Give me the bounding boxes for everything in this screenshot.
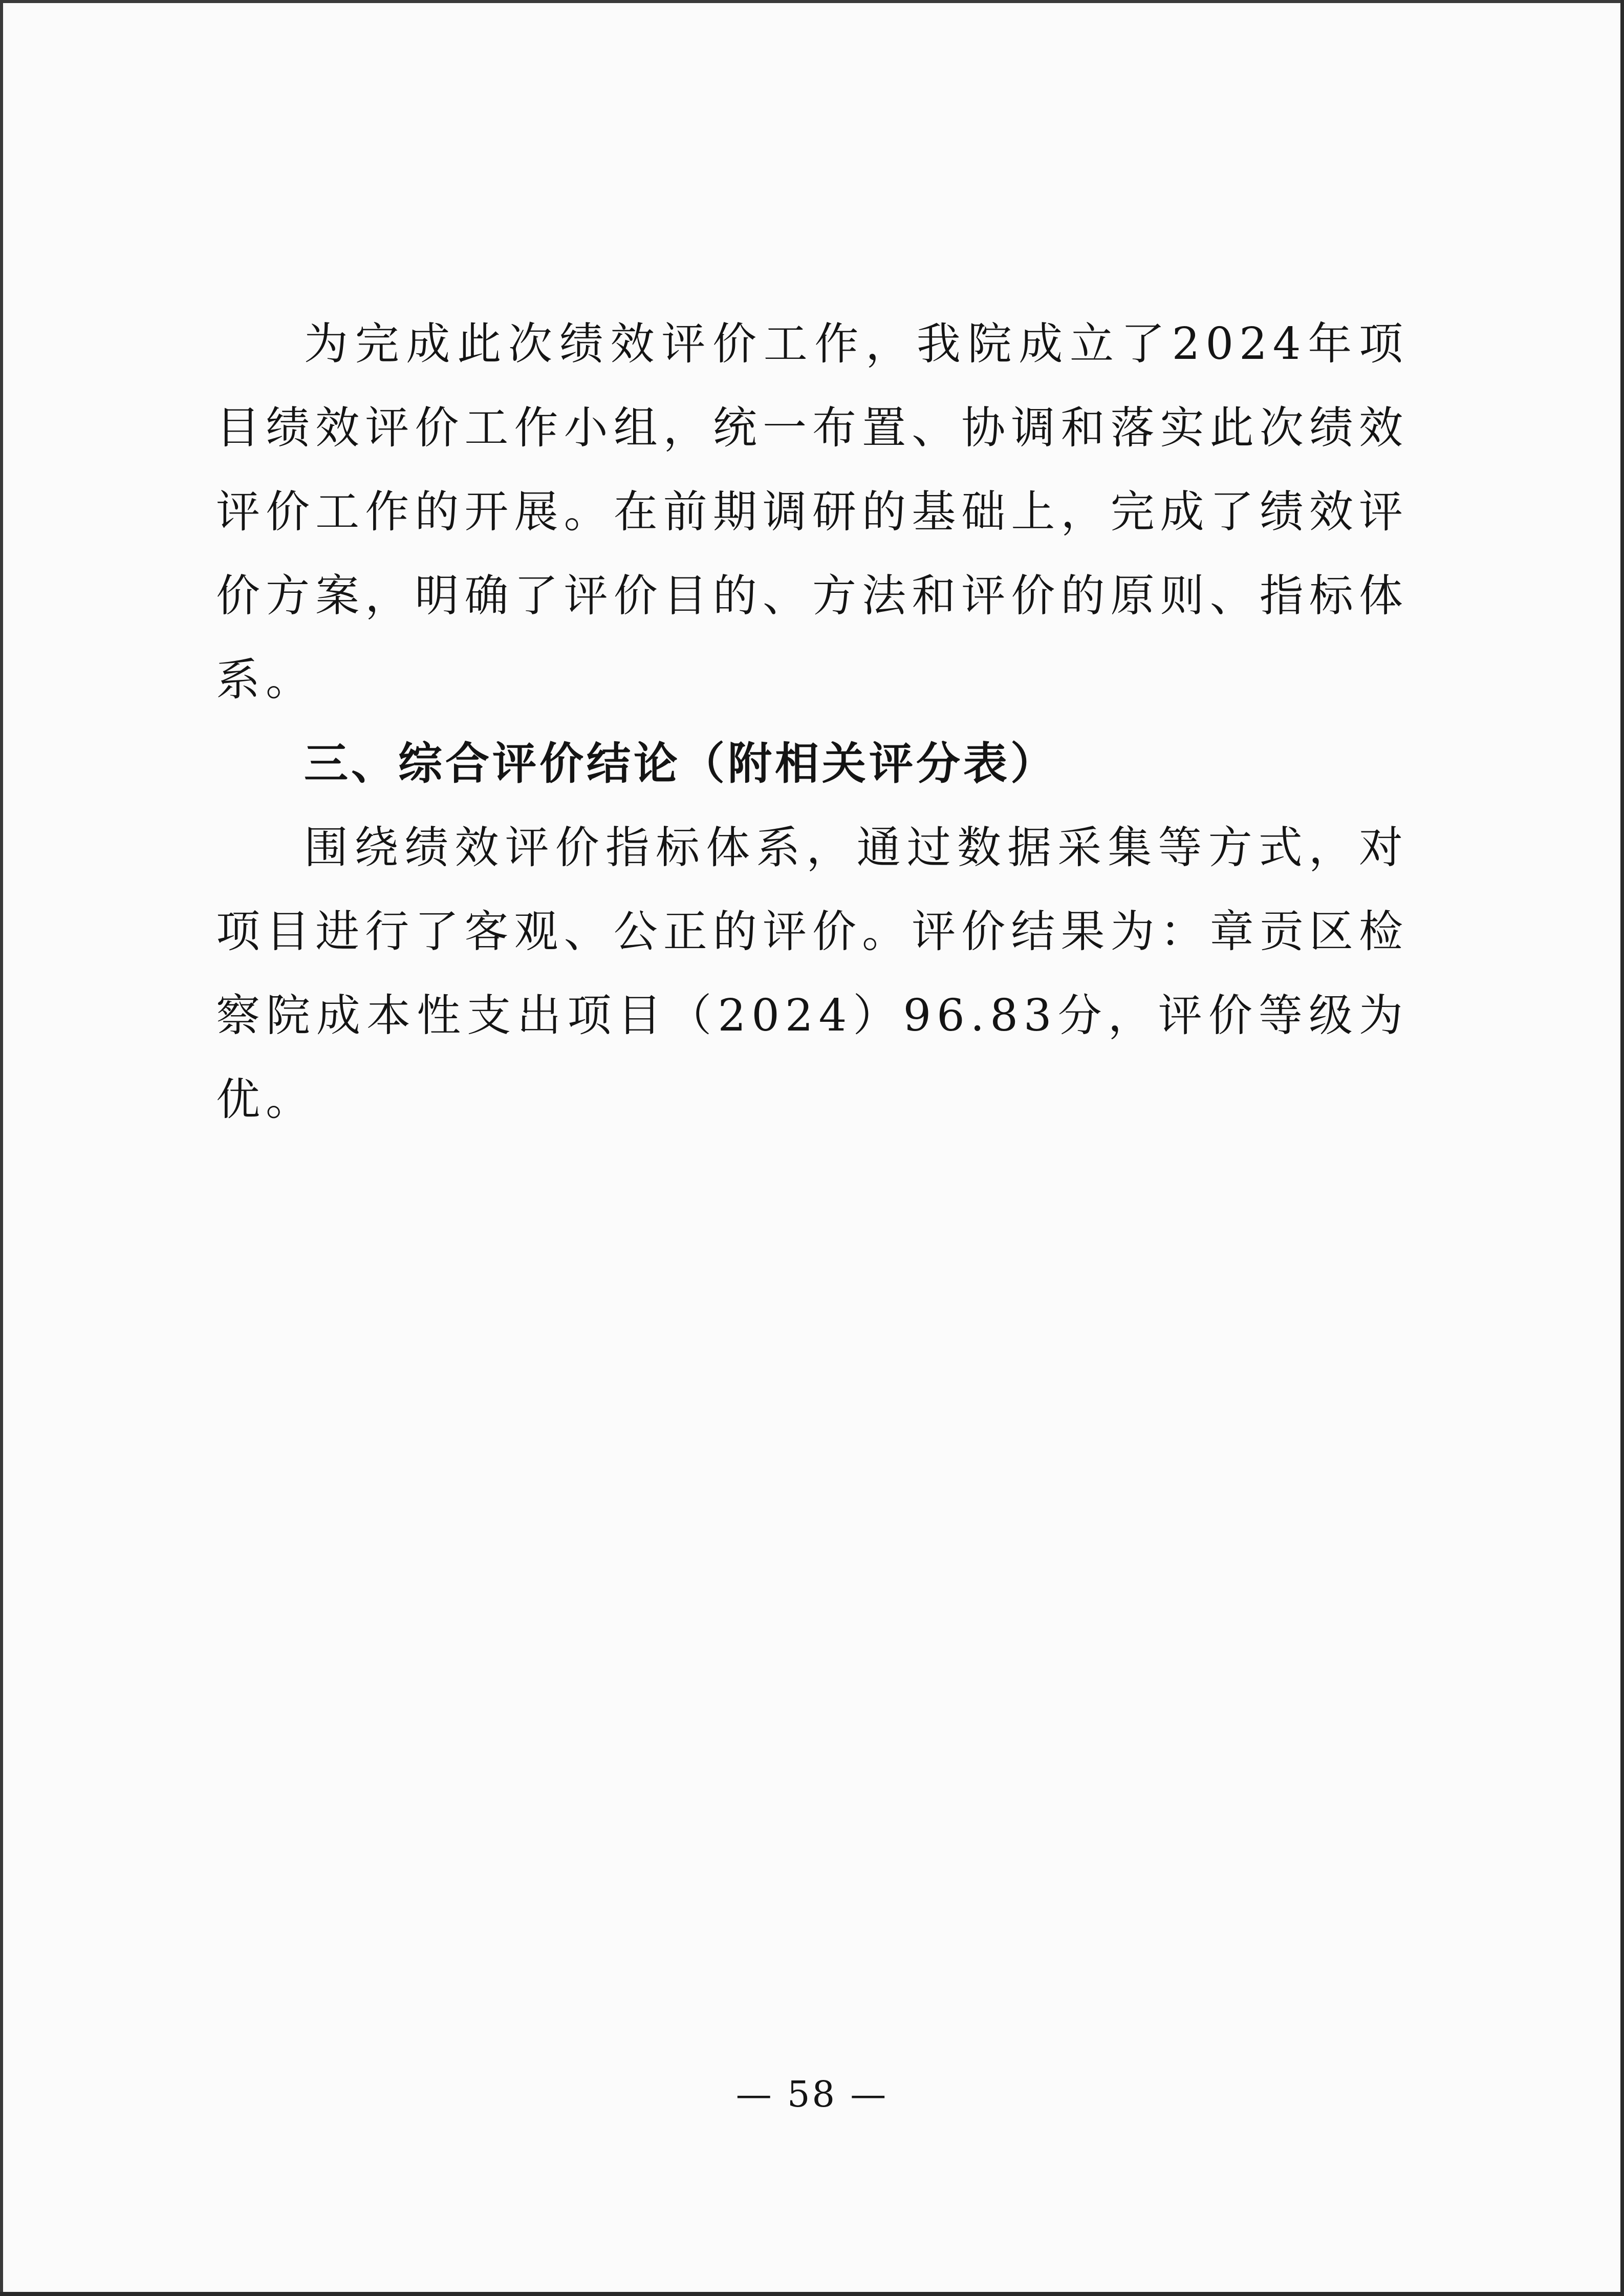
section-heading-comprehensive-conclusion: 三、综合评价结论（附相关评分表） — [304, 738, 1057, 789]
page-number: — 58 — — [735, 2073, 889, 2115]
scan-border-left — [0, 0, 3, 2296]
scan-border-top — [0, 0, 1624, 3]
paragraph-evaluation-result: 围绕绩效评价指标体系，通过数据采集等方式，对项目进行了客观、公正的评价。评价结果为：章贡区检察院成本性支出项目（2024）96.83分，评价等级为优。 — [216, 822, 1409, 1125]
document-body — [216, 302, 1409, 1142]
paragraph-evaluation-team: 为完成此次绩效评价工作，我院成立了2024年项目绩效评价工作小组，统一布置、协调和落实此次绩效评价工作的开展。在前期调研的基础上，完成了绩效评价方案，明确了评价目的、方法和评价的原则、指标体系。 — [216, 318, 1409, 705]
scan-border-right — [1620, 0, 1624, 2296]
scan-border-bottom — [0, 2292, 1624, 2296]
